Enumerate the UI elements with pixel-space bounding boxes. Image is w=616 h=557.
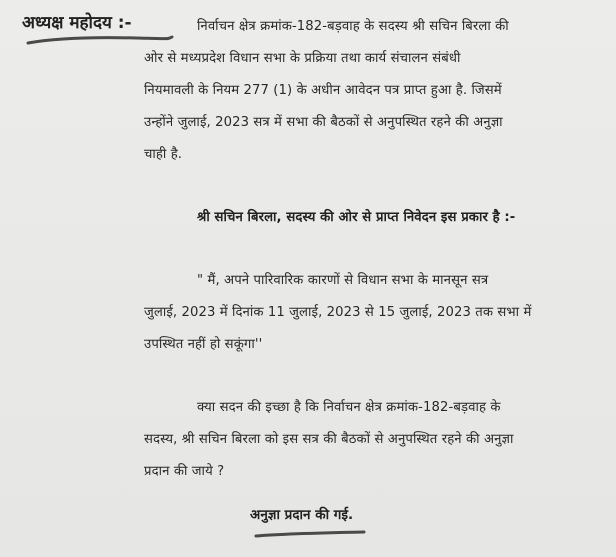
decision-text: अनुज्ञा प्रदान की गई. [250, 507, 354, 523]
question-line: सदस्य, श्री सचिन बिरला को इस सत्र की बैठकों से अनुपस्थित रहने की अनुज्ञा [144, 432, 514, 447]
paragraph1-line: निर्वाचन क्षेत्र क्रमांक-182-बड़वाह के सदस्य श्री सचिन बिरला की [197, 19, 509, 34]
request-heading: श्री सचिन बिरला, सदस्य की ओर से प्राप्त निवेदन इस प्रकार है :- [197, 210, 516, 225]
paragraph1-line: उन्होंने जुलाई, 2023 सत्र में सभा की बैठकों से अनुपस्थित रहने की अनुज्ञा [144, 115, 503, 130]
quote-line: " मैं, अपने पारिवारिक कारणों से विधान सभा के मानसून सत्र [197, 273, 489, 288]
quote-line: उपस्थित नहीं हो सकूंगा'' [144, 337, 263, 352]
decision-underline-mark [254, 528, 366, 542]
paragraph1-line: नियमावली के नियम 277 (1) के अधीन आवेदन पत्र प्राप्त हुआ है. जिसमें [144, 83, 502, 98]
speaker-label: अध्यक्ष महोदय :- [22, 13, 132, 33]
quote-line: जुलाई, 2023 में दिनांक 11 जुलाई, 2023 से 15 जुलाई, 2023 तक सभा में [144, 305, 532, 320]
paragraph1-line: ओर से मध्यप्रदेश विधान सभा के प्रक्रिया तथा कार्य संचालन संबंधी [144, 51, 461, 66]
paragraph1-line: चाही है. [144, 147, 183, 162]
question-line: प्रदान की जाये ? [144, 464, 225, 479]
speaker-underline-mark [26, 34, 174, 48]
question-line: क्या सदन की इच्छा है कि निर्वाचन क्षेत्र क्रमांक-182-बड़वाह के [197, 400, 501, 415]
